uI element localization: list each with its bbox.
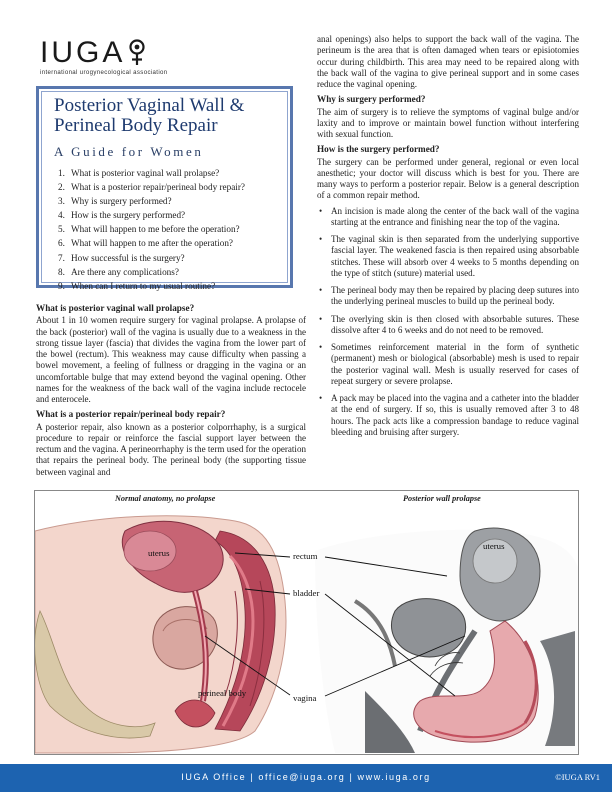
list-item: • Sometimes reinforcement material in the form of synthetic (permanent) mesh or biological (absorbable) mesh is used to repair the posterior vaginal wall. Mesh is usually reserved for cases of repeat surgery or severe prolapse.: [317, 342, 579, 387]
label-vagina: vagina: [293, 693, 317, 703]
iuga-logo: [40, 38, 270, 76]
section-text-repair: A posterior repair, also known as a posterior colporrhaphy, is a surgical procedure to repair or reinforce the fascial support layer between the rectum and the vagina. A perineorrhaphy is the term used for the operation that repairs the perineal body. The perineal body (the supporting tissue between vaginal and: [36, 421, 306, 477]
right-text-column: [317, 34, 579, 444]
footer-contact: IUGA Office | office@iuga.org | www.iuga.org: [181, 772, 431, 782]
title-box-inner: [41, 91, 288, 291]
toc-text: What is a posterior repair/perineal body repair?: [71, 182, 245, 193]
toc-item: [58, 222, 287, 236]
logo-word-text: IUGA: [40, 36, 126, 69]
procedure-steps-list: [317, 206, 579, 439]
toc-number: 6.: [58, 238, 65, 249]
toc-number: 8.: [58, 266, 65, 277]
toc-item: [58, 194, 287, 208]
toc-number: 9.: [58, 280, 65, 291]
toc-number: 5.: [58, 224, 65, 235]
section-heading-prolapse: What is posterior vaginal wall prolapse?: [36, 303, 195, 313]
toc-item: [58, 236, 287, 250]
title-line-1: Posterior Vaginal Wall &: [54, 95, 245, 116]
toc-item: [58, 251, 287, 265]
section-heading-why-surgery: Why is surgery performed?: [317, 94, 426, 105]
document-subtitle: A Guide for Women: [54, 144, 204, 159]
toc-text: What will happen to me before the operation?: [71, 224, 240, 235]
toc-number: 2.: [58, 182, 65, 193]
list-item: • The perineal body may then be repaired by placing deep sutures into the underlying perineal muscles to build up the perineal body.: [317, 285, 579, 308]
toc-text: When can I return to my usual routine?: [71, 280, 216, 291]
figure-caption-normal: Normal anatomy, no prolapse: [115, 494, 216, 503]
list-item: • An incision is made along the center of the back wall of the vagina starting at the entrance and finishing near the top of the vagina.: [317, 206, 579, 229]
page-footer: [0, 764, 612, 792]
toc-number: 1.: [58, 168, 65, 178]
section-heading-how-surgery: How is the surgery performed?: [317, 144, 440, 155]
document-title: [54, 96, 287, 136]
toc-item: [58, 180, 287, 194]
toc-text: How successful is the surgery?: [71, 252, 185, 263]
section-text-repair-continued: anal openings) also helps to support the back wall of the vagina. The perineum is the area that is often damaged when tears or episiotomies occur during childbirth. This area may need to be repaired along with the back wall of the vagina to give perineal support and in some cases reduce the vaginal opening.: [317, 34, 579, 89]
label-uterus-normal: uterus: [148, 548, 170, 558]
section-text-why-surgery: The aim of surgery is to relieve the symptoms of vaginal bulge and/or laxity and to improve or maintain bowel function without interfering with sexual function.: [317, 106, 579, 139]
title-line-2: Perineal Body Repair: [54, 115, 218, 136]
toc-text: Are there any complications?: [71, 266, 179, 277]
toc-text: Why is surgery performed?: [71, 196, 172, 207]
toc-item: [58, 279, 287, 293]
toc-item: [58, 166, 287, 180]
list-item: • The overlying skin is then closed with absorbable sutures. These dissolve after 4 to 6 weeks and do not need to be removed.: [317, 314, 579, 337]
toc-text: How is the surgery performed?: [71, 210, 186, 221]
toc-item: [58, 265, 287, 279]
toc-item: [58, 208, 287, 222]
title-box: [36, 86, 293, 291]
section-heading-repair: What is a posterior repair/perineal body repair?: [36, 409, 226, 420]
anatomy-illustration: [35, 491, 579, 755]
toc-number: 4.: [58, 210, 65, 221]
toc-number: 3.: [58, 196, 65, 207]
toc-text: What is posterior vaginal wall prolapse?: [71, 168, 220, 178]
label-perineal-body: perineal body: [198, 688, 247, 698]
list-item: • A pack may be placed into the vagina and a catheter into the bladder at the end of surgery. If so, this is usually removed after 3 to 48 hours. The pack acts like a compression bandage to reduce vaginal bleeding and bruising after surgery.: [317, 393, 579, 438]
table-of-contents: [54, 166, 287, 293]
anatomy-figure: [34, 490, 579, 755]
section-text-prolapse: About 1 in 10 women require surgery for vaginal prolapse. A prolapse of the back (posterior) wall of the vagina is usually due to a weakness in the strong tissue layer (fascia) that divides the vagina from the lower part of the bowel (rectum). This weakness may cause difficulty when passing a bowel movement, a feeling of fullness or dragging in the vagina or an uncomfortable bulge that may extend beyond the vaginal opening. Other names for the weakness of the back wall of the vagina include rectocele and enterocele.: [36, 315, 306, 404]
label-rectum: rectum: [293, 551, 318, 561]
label-bladder: bladder: [293, 588, 320, 598]
label-uterus-prolapse: uterus: [483, 541, 505, 551]
logo-wordmark: [40, 38, 270, 68]
female-venus-icon: [127, 38, 147, 68]
figure-caption-prolapse: Posterior wall prolapse: [403, 494, 481, 503]
logo-tagline: international urogynecological association: [40, 69, 168, 76]
toc-number: 7.: [58, 252, 65, 263]
left-text-column: [36, 299, 306, 482]
list-item: • The vaginal skin is then separated from the underlying supportive fascial layer. The weakened fascia is then repaired using absorbable stitches. These will absorb over 4 weeks to 5 months depending on the type of stitch (suture) material used.: [317, 234, 579, 279]
toc-text: What will happen to me after the operation?: [71, 238, 233, 249]
footer-copyright: ©IUGA RV1: [555, 772, 600, 782]
section-text-how-surgery: The surgery can be performed under general, regional or even local anesthetic; your doctor will discuss which is best for you. There are many ways to perform a posterior repair. Below is a general description of a common repair method.: [317, 156, 579, 201]
